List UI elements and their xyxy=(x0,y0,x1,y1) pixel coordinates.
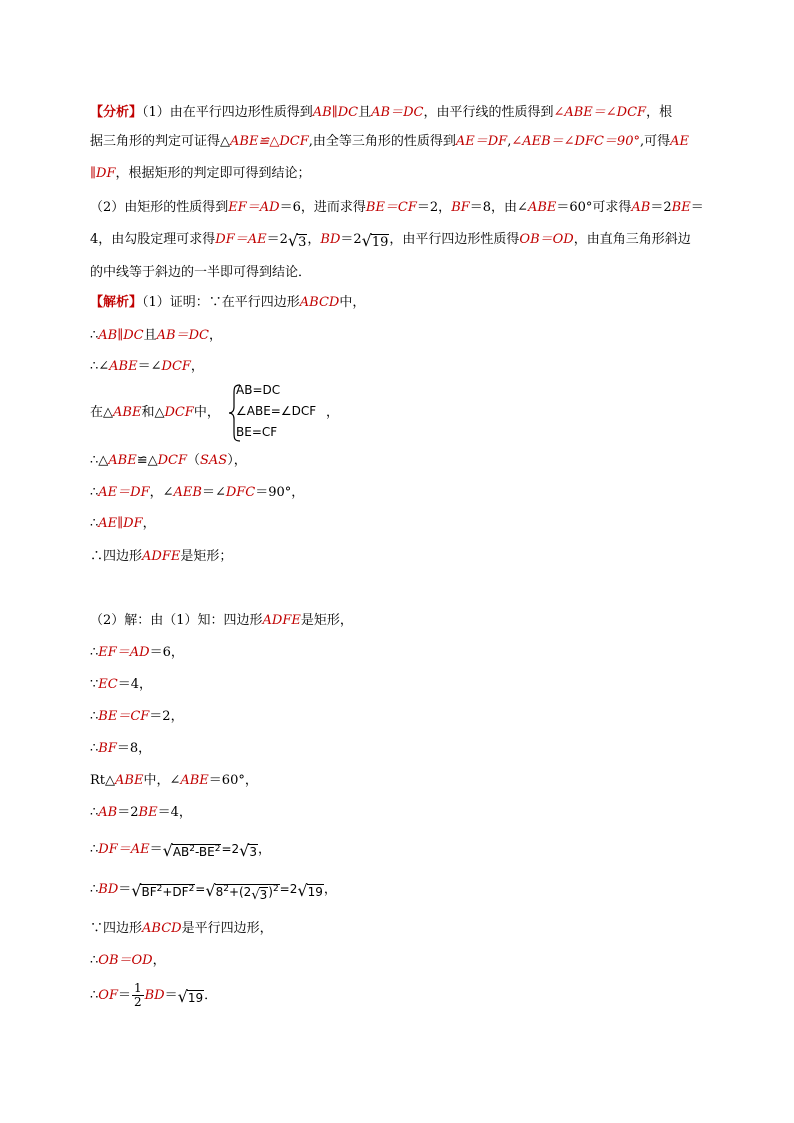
solution-line-1: 【解析】（1）证明：∵在平行四边形ABCD中， xyxy=(90,295,366,310)
solution-line-4: 在△ABE和△DCF中， xyxy=(90,405,220,420)
solution-label: 【解析】 xyxy=(90,295,143,310)
part2-line-9: $\therefore BD=√BF^2+DF^2=√8^2+(2√3)^2=2√19$， xyxy=(90,881,337,903)
fraction-one-half: $\frac{1}{2}$ xyxy=(133,981,142,1009)
system-suffix: ， xyxy=(326,405,340,420)
part2-line-1: （2）解：由（1）知：四边形ADFE是矩形， xyxy=(90,613,353,628)
part2-line-3: ∵EC＝4， xyxy=(90,677,152,692)
sqrt-3: √3 xyxy=(239,841,258,860)
sqrt-19: √19 xyxy=(297,881,323,900)
part2-line-8: $\therefore DF=AE=√AB^2-BE^2=2√3$， xyxy=(90,841,272,860)
system-eq-3: BE=CF xyxy=(236,425,278,439)
part2-line-5: ∴BF＝8， xyxy=(90,741,152,756)
analysis-line-5: 4，由勾股定理可求得DF＝AE＝2√3，BD＝2√19，由平行四边形性质得OB＝OD，由直角三角形斜边 xyxy=(90,231,691,250)
sqrt-3: √3 xyxy=(287,231,307,250)
part2-line-12: ∴OF＝ $\frac{1}{2}$ BD＝√19． xyxy=(90,981,218,1009)
analysis-line-4: （2）由矩形的性质得到EF＝AD＝6，进而求得BE＝CF＝2，BF＝8，由∠ABE＝60°可求得AB＝2BE＝ xyxy=(90,200,704,215)
analysis-line-3: ∥DF，根据矩形的判定即可得到结论； xyxy=(90,166,311,181)
sqrt-82-2sqrt3-2: $√8^2+(2√3)^2$ xyxy=(205,881,279,903)
solution-line-6: ∴AE＝DF，∠AEB＝∠DFC＝90°， xyxy=(90,485,305,500)
sqrt-19: √19 xyxy=(177,987,204,1006)
sqrt-19: √19 xyxy=(361,231,389,250)
solution-line-8: ∴四边形ADFE是矩形； xyxy=(90,549,233,564)
part2-line-11: ∴OB＝OD， xyxy=(90,953,166,968)
sqrt-bf2-df2: $√BF^2+DF^2$ xyxy=(131,881,195,900)
sqrt-ab2-be2: $√AB^2-BE^2$ xyxy=(162,841,221,860)
solution-line-7: ∴AE∥DF， xyxy=(90,516,156,531)
system-eq-2: ∠ABE=∠DCF xyxy=(236,404,317,418)
part2-line-10: ∵四边形ABCD是平行四边形， xyxy=(90,921,273,936)
analysis-line-2: 据三角形的判定可证得△ABE≌△DCF,由全等三角形的性质得到AE＝DF,∠AEB＝∠DFC＝90°,可得AE xyxy=(90,134,690,149)
part2-line-2: ∴EF＝AD＝6， xyxy=(90,645,184,660)
solution-line-3: ∴∠ABE＝∠DCF， xyxy=(90,359,204,374)
part2-line-4: ∴BE＝CF＝2， xyxy=(90,709,184,724)
solution-line-5: ∴△ABE≌△DCF（SAS）， xyxy=(90,453,247,468)
analysis-line-1: 【分析】（1）由在平行四边形性质得到AB∥DC且AB＝DC，由平行线的性质得到∠ABE＝∠DCF，根 xyxy=(90,105,673,120)
system-eq-1: AB=DC xyxy=(236,383,281,397)
solution-line-2: ∴AB∥DC且AB＝DC， xyxy=(90,328,222,343)
analysis-line-6: 的中线等于斜边的一半即可得到结论． xyxy=(90,265,312,280)
part2-line-6: Rt△ABE中，∠ABE＝60°， xyxy=(90,773,258,788)
analysis-label: 【分析】 xyxy=(90,105,143,120)
part2-line-7: ∴AB＝2BE＝4， xyxy=(90,805,192,820)
